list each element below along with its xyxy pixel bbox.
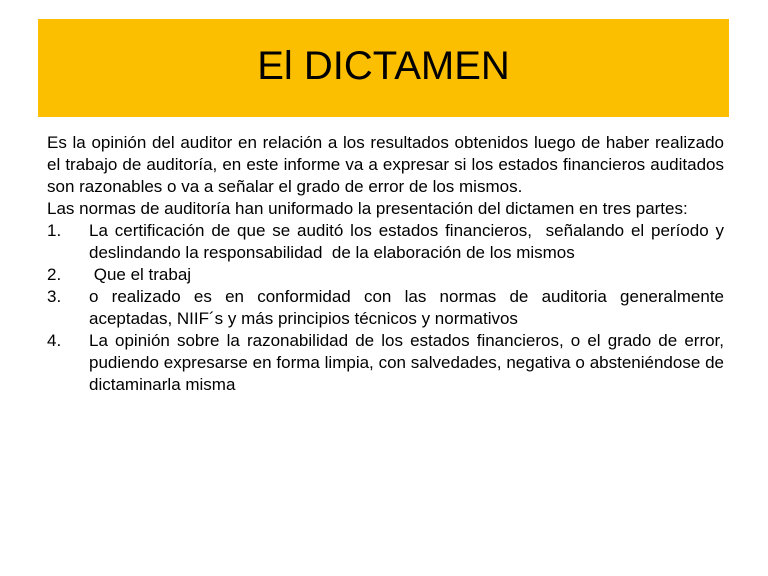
list-item-text: La opinión sobre la razonabilidad de los estados financieros, o el grado de error, pudiendo expresarse en forma limpia, con salvedades, negativa o absteniéndose de dictaminarla misma <box>89 331 724 394</box>
title-bar <box>38 19 729 117</box>
list-item <box>47 286 724 330</box>
list-item-text: Que el trabaj <box>89 265 192 284</box>
slide-title: El DICTAMEN <box>257 43 510 88</box>
intro-paragraph: Es la opinión del auditor en relación a los resultados obtenidos luego de haber realizado el trabajo de auditoría, en este informe va a expresar si los estados financieros auditados son razonables o va a señalar el grado de error de los mismos. <box>47 133 724 196</box>
slide-body <box>47 132 729 396</box>
list-item-number: 1. <box>47 221 62 240</box>
list-item-text: La certificación de que se auditó los estados financieros, señalando el período y deslindando la responsabilidad de la elaboración de los mismos <box>89 221 729 262</box>
list-item <box>47 330 724 396</box>
list-item <box>47 220 729 264</box>
list-item-number: 3. <box>47 287 62 306</box>
list-item-number: 4. <box>47 331 62 350</box>
list-item <box>47 264 724 286</box>
list-item-text: o realizado es en conformidad con las normas de auditoria generalmente aceptadas, NIIF´s y más principios técnicos y normativos <box>89 287 724 328</box>
list-item-number: 2. <box>47 265 62 284</box>
lead-paragraph: Las normas de auditoría han uniformado la presentación del dictamen en tres partes: <box>47 199 688 218</box>
parts-list <box>47 220 729 396</box>
